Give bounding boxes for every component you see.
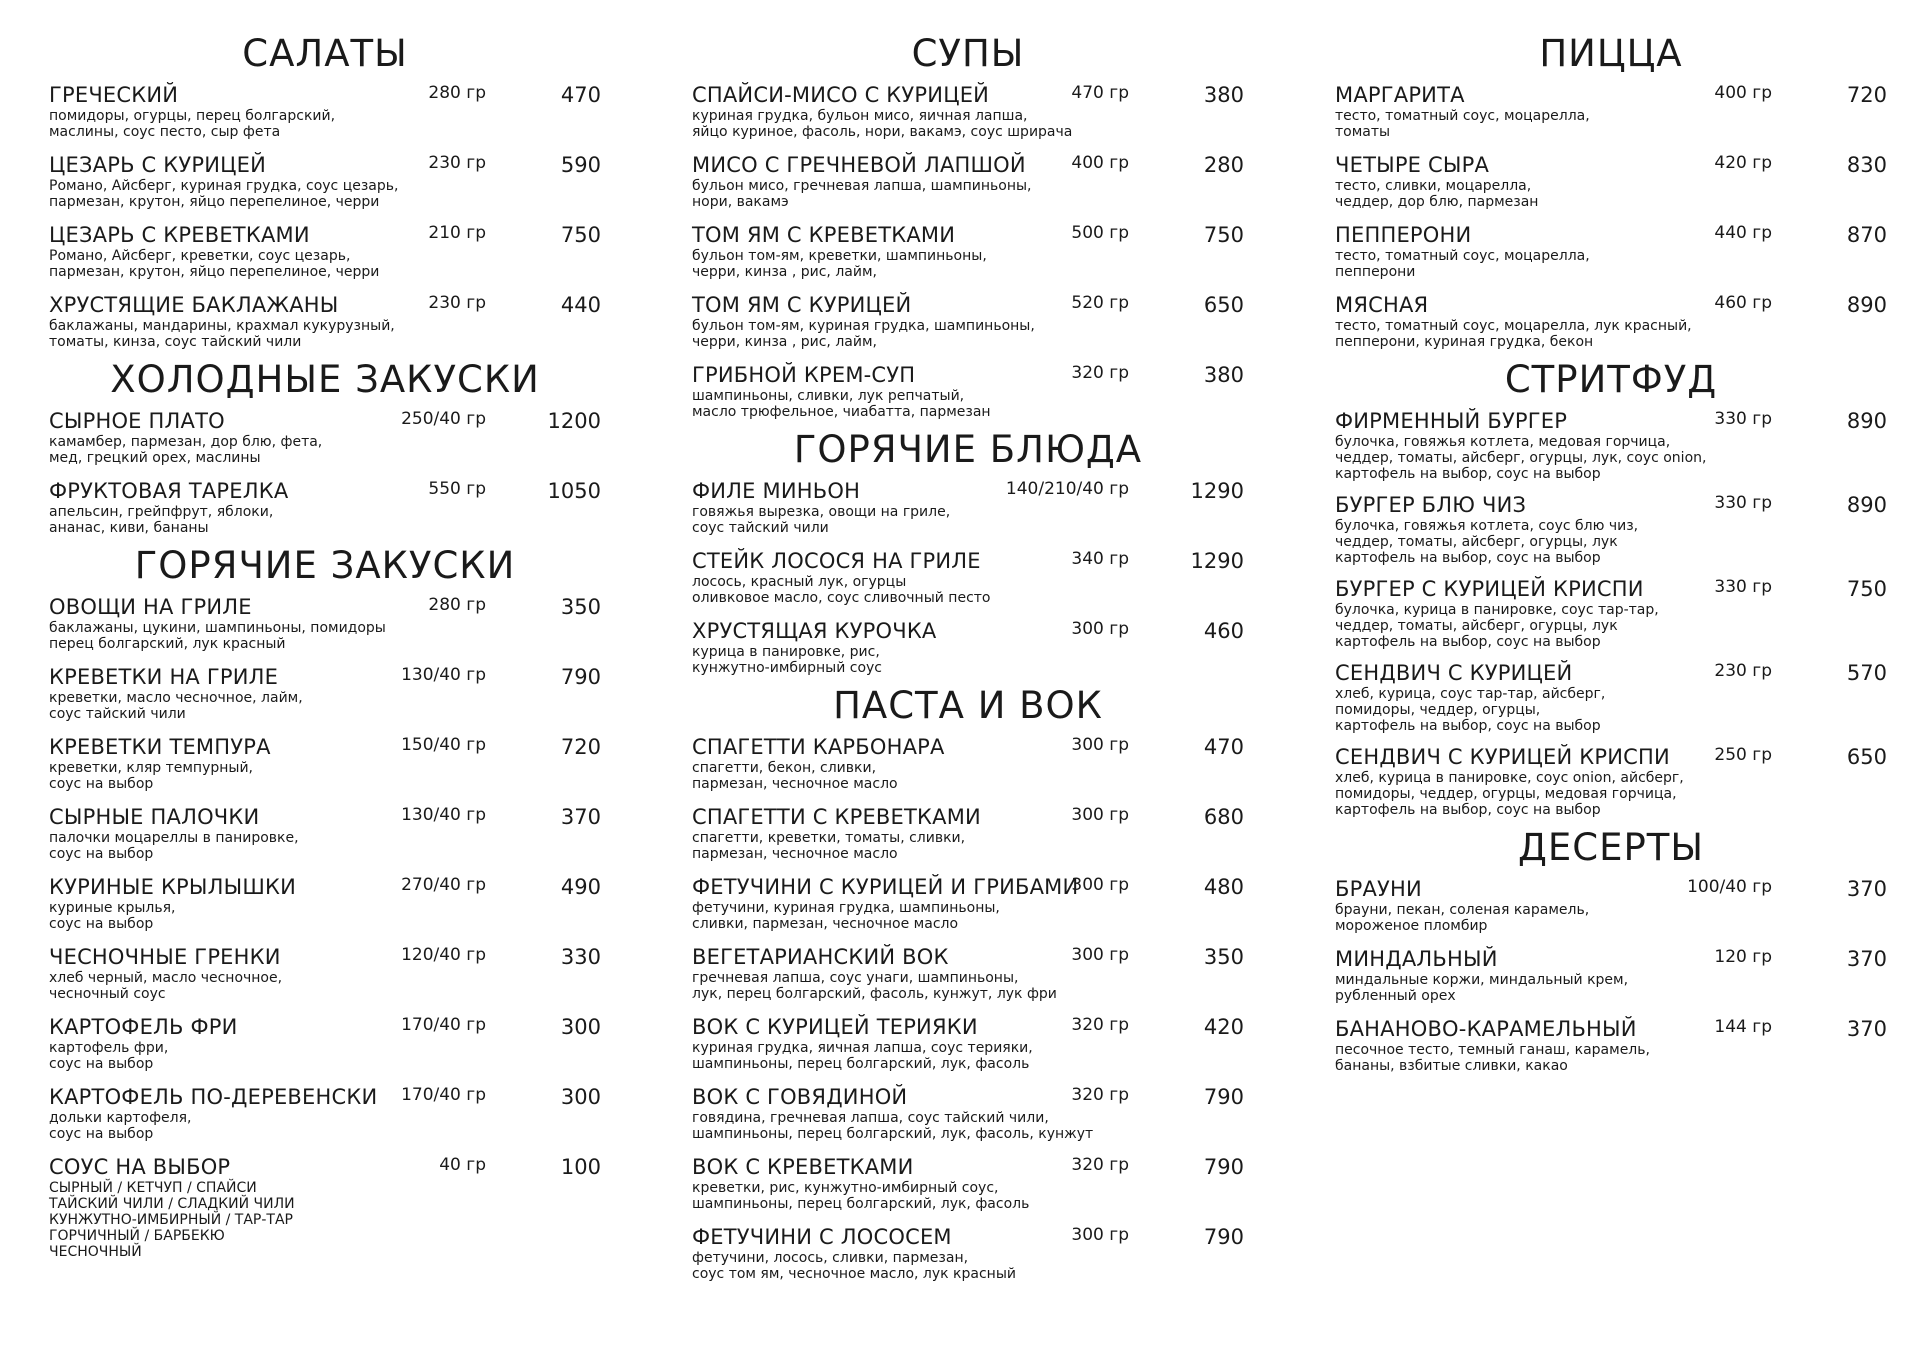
menu-section	[692, 30, 1244, 426]
item-description: брауни, пекан, соленая карамель, мороженое пломбир	[1335, 902, 1590, 934]
menu-item	[692, 734, 1244, 804]
menu-section	[49, 542, 601, 1266]
item-price: 1200	[547, 409, 601, 433]
item-name: ГРИБНОЙ КРЕМ-СУП	[692, 363, 916, 387]
item-header	[1335, 292, 1887, 318]
menu-item	[1335, 1016, 1887, 1080]
item-header	[692, 618, 1244, 644]
menu-item	[692, 874, 1244, 944]
menu-item	[692, 152, 1244, 222]
item-price: 1050	[547, 479, 601, 503]
menu-item	[49, 874, 601, 944]
item-description: спагетти, креветки, томаты, сливки, пармезан, чесночное масло	[692, 830, 966, 862]
item-header	[692, 1014, 1244, 1040]
menu-item	[49, 734, 601, 804]
item-description: фетучини, куриная грудка, шампиньоны, сливки, пармезан, чесночное масло	[692, 900, 1000, 932]
item-name: БАНАНОВО-КАРАМЕЛЬНЫЙ	[1335, 1017, 1637, 1041]
item-weight: 210 гр	[428, 223, 486, 243]
menu-section	[49, 30, 601, 356]
menu-item	[1335, 744, 1887, 824]
item-name: ВЕГЕТАРИАНСКИЙ ВОК	[692, 945, 949, 969]
item-description: хлеб черный, масло чесночное, чесночный соус	[49, 970, 283, 1002]
item-price: 350	[1203, 945, 1244, 969]
item-weight: 170/40 гр	[401, 1015, 486, 1035]
item-description: бульон мисо, гречневая лапша, шампиньоны, нори, вакамэ	[692, 178, 1032, 210]
item-name: КАРТОФЕЛЬ ФРИ	[49, 1015, 238, 1039]
item-header	[49, 1154, 601, 1180]
menu-item	[692, 82, 1244, 152]
item-header	[49, 734, 601, 760]
item-name: СЫРНОЕ ПЛАТО	[49, 409, 225, 433]
menu-item	[1335, 660, 1887, 744]
item-header	[1335, 152, 1887, 178]
item-weight: 420 гр	[1714, 153, 1772, 173]
item-name: БРАУНИ	[1335, 877, 1422, 901]
menu-item	[692, 222, 1244, 292]
item-description: миндальные коржи, миндальный крем, рубленный орех	[1335, 972, 1629, 1004]
item-weight: 230 гр	[428, 293, 486, 313]
menu-item	[1335, 408, 1887, 492]
menu-item	[49, 478, 601, 542]
item-price: 750	[1846, 577, 1887, 601]
item-description: спагетти, бекон, сливки, пармезан, чесночное масло	[692, 760, 898, 792]
item-name: ТОМ ЯМ С КРЕВЕТКАМИ	[692, 223, 956, 247]
section-title: ПИЦЦА	[1539, 32, 1683, 75]
menu-item	[49, 152, 601, 222]
item-price: 720	[560, 735, 601, 759]
menu-item	[1335, 292, 1887, 356]
item-weight: 130/40 гр	[401, 665, 486, 685]
item-price: 300	[560, 1015, 601, 1039]
item-description: тесто, сливки, моцарелла, чеддер, дор блю, пармезан	[1335, 178, 1539, 210]
item-description: Романо, Айсберг, креветки, соус цезарь, пармезан, крутон, яйцо перепелиное, черри	[49, 248, 380, 280]
item-header	[49, 82, 601, 108]
item-description: фетучини, лосось, сливки, пармезан, соус том ям, чесночное масло, лук красный	[692, 1250, 1016, 1282]
item-name: ГРЕЧЕСКИЙ	[49, 83, 179, 107]
menu-item	[692, 478, 1244, 548]
item-name: ПЕППЕРОНИ	[1335, 223, 1472, 247]
item-header	[692, 292, 1244, 318]
item-name: БУРГЕР БЛЮ ЧИЗ	[1335, 493, 1527, 517]
menu-item	[1335, 576, 1887, 660]
item-weight: 230 гр	[428, 153, 486, 173]
menu-item	[692, 548, 1244, 618]
item-header	[49, 222, 601, 248]
item-name: ВОК С КУРИЦЕЙ ТЕРИЯКИ	[692, 1015, 978, 1039]
item-price: 870	[1846, 223, 1887, 247]
item-header	[1335, 1016, 1887, 1042]
item-price: 370	[1846, 1017, 1887, 1041]
item-price: 790	[560, 665, 601, 689]
item-weight: 250 гр	[1714, 745, 1772, 765]
menu-column-3	[1335, 30, 1887, 1080]
item-name: КУРИНЫЕ КРЫЛЫШКИ	[49, 875, 297, 899]
item-description: помидоры, огурцы, перец болгарский, маслины, соус песто, сыр фета	[49, 108, 336, 140]
item-price: 650	[1846, 745, 1887, 769]
item-header	[49, 408, 601, 434]
menu-item	[1335, 82, 1887, 152]
menu-section	[1335, 30, 1887, 356]
item-header	[692, 734, 1244, 760]
menu-item	[1335, 876, 1887, 946]
menu-item	[692, 1014, 1244, 1084]
item-name: СПАГЕТТИ КАРБОНАРА	[692, 735, 945, 759]
item-name: ХРУСТЯЩАЯ КУРОЧКА	[692, 619, 937, 643]
item-name: ТОМ ЯМ С КУРИЦЕЙ	[692, 293, 912, 317]
item-description: говяжья вырезка, овощи на гриле, соус тайский чили	[692, 504, 951, 536]
item-price: 470	[1203, 735, 1244, 759]
item-description: СЫРНЫЙ / КЕТЧУП / СПАЙСИ ТАЙСКИЙ ЧИЛИ / СЛАДКИЙ ЧИЛИ КУНЖУТНО-ИМБИРНЫЙ / ТАР-ТАР ГОРЧИЧНЫЙ / БАРБЕКЮ ЧЕСНОЧНЫЙ	[49, 1180, 295, 1260]
menu-item	[49, 1014, 601, 1084]
item-description: картофель фри, соус на выбор	[49, 1040, 169, 1072]
item-weight: 40 гр	[439, 1155, 486, 1175]
menu-column-1	[49, 30, 601, 1266]
item-description: куриная грудка, бульон мисо, яичная лапша, яйцо куриное, фасоль, нори, вакамэ, соус шрирача	[692, 108, 1073, 140]
item-header	[1335, 408, 1887, 434]
item-weight: 120 гр	[1714, 947, 1772, 967]
item-name: ХРУСТЯЩИЕ БАКЛАЖАНЫ	[49, 293, 339, 317]
item-header	[49, 874, 601, 900]
item-name: КРЕВЕТКИ НА ГРИЛЕ	[49, 665, 279, 689]
item-description: креветки, масло чесночное, лайм, соус тайский чили	[49, 690, 303, 722]
item-header	[692, 548, 1244, 574]
item-description: баклажаны, мандарины, крахмал кукурузный, томаты, кинза, соус тайский чили	[49, 318, 395, 350]
item-price: 100	[560, 1155, 601, 1179]
item-weight: 300 гр	[1071, 945, 1129, 965]
item-header	[692, 1084, 1244, 1110]
menu-item	[692, 1224, 1244, 1288]
item-weight: 300 гр	[1071, 805, 1129, 825]
item-description: креветки, кляр темпурный, соус на выбор	[49, 760, 254, 792]
item-weight: 340 гр	[1071, 549, 1129, 569]
item-price: 890	[1846, 293, 1887, 317]
item-weight: 130/40 гр	[401, 805, 486, 825]
item-header	[49, 594, 601, 620]
item-header	[1335, 492, 1887, 518]
item-description: булочка, курица в панировке, соус тар-тар, чеддер, томаты, айсберг, огурцы, лук картофель на выбор, соус на выбор	[1335, 602, 1659, 650]
item-weight: 320 гр	[1071, 1085, 1129, 1105]
item-name: ЧЕТЫРЕ СЫРА	[1335, 153, 1490, 177]
item-price: 1290	[1190, 479, 1244, 503]
item-weight: 280 гр	[428, 83, 486, 103]
item-header	[692, 1154, 1244, 1180]
menu-item	[692, 292, 1244, 362]
section-title: ГОРЯЧИЕ ЗАКУСКИ	[134, 544, 516, 587]
item-price: 380	[1203, 363, 1244, 387]
item-name: СПАЙСИ-МИСО С КУРИЦЕЙ	[692, 83, 990, 107]
menu-item	[692, 944, 1244, 1014]
item-description: куриная грудка, яичная лапша, соус терияки, шампиньоны, перец болгарский, лук, фасоль	[692, 1040, 1033, 1072]
item-description: говядина, гречневая лапша, соус тайский чили, шампиньоны, перец болгарский, лук, фасоль, кунжут	[692, 1110, 1094, 1142]
item-weight: 550 гр	[428, 479, 486, 499]
item-name: ВОК С ГОВЯДИНОЙ	[692, 1085, 908, 1109]
item-weight: 470 гр	[1071, 83, 1129, 103]
item-description: булочка, говяжья котлета, медовая горчица, чеддер, томаты, айсберг, огурцы, лук, соус onion, картофель на выбор, соус на выбор	[1335, 434, 1707, 482]
item-header	[692, 804, 1244, 830]
item-description: дольки картофеля, соус на выбор	[49, 1110, 192, 1142]
section-title: ДЕСЕРТЫ	[1517, 826, 1705, 869]
menu-section	[692, 426, 1244, 682]
item-price: 1290	[1190, 549, 1244, 573]
item-weight: 400 гр	[1071, 153, 1129, 173]
item-header	[1335, 876, 1887, 902]
item-name: СЕНДВИЧ С КУРИЦЕЙ КРИСПИ	[1335, 745, 1670, 769]
item-header	[692, 222, 1244, 248]
item-weight: 330 гр	[1714, 493, 1772, 513]
item-header	[1335, 660, 1887, 686]
item-weight: 230 гр	[1714, 661, 1772, 681]
item-weight: 520 гр	[1071, 293, 1129, 313]
item-price: 380	[1203, 83, 1244, 107]
item-name: ОВОЩИ НА ГРИЛЕ	[49, 595, 252, 619]
menu-item	[49, 664, 601, 734]
item-price: 350	[560, 595, 601, 619]
section-title: САЛАТЫ	[242, 32, 408, 75]
item-price: 370	[560, 805, 601, 829]
menu-item	[49, 944, 601, 1014]
item-header	[692, 874, 1244, 900]
item-price: 650	[1203, 293, 1244, 317]
item-name: МАРГАРИТА	[1335, 83, 1465, 107]
section-title: СУПЫ	[911, 32, 1025, 75]
item-price: 570	[1846, 661, 1887, 685]
item-description: креветки, рис, кунжутно-имбирный соус, шампиньоны, перец болгарский, лук, фасоль	[692, 1180, 1030, 1212]
item-weight: 320 гр	[1071, 1015, 1129, 1035]
item-price: 420	[1203, 1015, 1244, 1039]
menu-item	[49, 594, 601, 664]
menu-section	[692, 682, 1244, 1288]
item-description: Романо, Айсберг, куриная грудка, соус цезарь, пармезан, крутон, яйцо перепелиное, черри	[49, 178, 399, 210]
item-name: МИСО С ГРЕЧНЕВОЙ ЛАПШОЙ	[692, 153, 1026, 177]
item-weight: 270/40 гр	[401, 875, 486, 895]
item-header	[1335, 576, 1887, 602]
item-header	[49, 1084, 601, 1110]
item-price: 490	[560, 875, 601, 899]
item-description: хлеб, курица в панировке, соус onion, айсберг, помидоры, чеддер, огурцы, медовая горчица, картофель на выбор, соус на выбор	[1335, 770, 1684, 818]
menu-item	[49, 222, 601, 292]
item-weight: 300 гр	[1071, 619, 1129, 639]
item-description: палочки моцареллы в панировке, соус на выбор	[49, 830, 299, 862]
menu-item	[49, 1084, 601, 1154]
item-weight: 320 гр	[1071, 363, 1129, 383]
item-description: бульон том-ям, креветки, шампиньоны, черри, кинза , рис, лайм,	[692, 248, 987, 280]
item-price: 790	[1203, 1085, 1244, 1109]
item-price: 680	[1203, 805, 1244, 829]
item-weight: 100/40 гр	[1687, 877, 1772, 897]
section-title: СТРИТФУД	[1504, 358, 1718, 401]
item-header	[692, 478, 1244, 504]
section-title: ПАСТА И ВОК	[833, 684, 1103, 727]
item-name: МИНДАЛЬНЫЙ	[1335, 947, 1498, 971]
section-title: ХОЛОДНЫЕ ЗАКУСКИ	[110, 358, 540, 401]
item-header	[1335, 82, 1887, 108]
item-description: курица в панировке, рис, кунжутно-имбирный соус	[692, 644, 882, 676]
item-name: КАРТОФЕЛЬ ПО-ДЕРЕВЕНСКИ	[49, 1085, 378, 1109]
menu-item	[1335, 152, 1887, 222]
menu-item	[692, 618, 1244, 682]
item-weight: 280 гр	[428, 595, 486, 615]
item-header	[692, 82, 1244, 108]
item-header	[692, 152, 1244, 178]
item-description: камамбер, пармезан, дор блю, фета, мед, грецкий орех, маслины	[49, 434, 323, 466]
item-description: тесто, томатный соус, моцарелла, пепперони	[1335, 248, 1590, 280]
menu-item	[692, 804, 1244, 874]
item-price: 590	[560, 153, 601, 177]
item-name: КРЕВЕТКИ ТЕМПУРА	[49, 735, 271, 759]
item-description: хлеб, курица, соус тар-тар, айсберг, помидоры, чеддер, огурцы, картофель на выбор, соус на выбор	[1335, 686, 1606, 734]
item-price: 370	[1846, 877, 1887, 901]
item-name: ФРУКТОВАЯ ТАРЕЛКА	[49, 479, 289, 503]
item-description: гречневая лапша, соус унаги, шампиньоны, лук, перец болгарский, фасоль, кунжут, лук фри	[692, 970, 1057, 1002]
item-price: 790	[1203, 1225, 1244, 1249]
item-weight: 320 гр	[1071, 1155, 1129, 1175]
menu-column-2	[692, 30, 1244, 1288]
menu-item	[49, 408, 601, 478]
item-price: 370	[1846, 947, 1887, 971]
item-price: 330	[560, 945, 601, 969]
item-price: 470	[560, 83, 601, 107]
item-price: 790	[1203, 1155, 1244, 1179]
menu-item	[49, 1154, 601, 1266]
item-description: куриные крылья, соус на выбор	[49, 900, 176, 932]
item-description: шампиньоны, сливки, лук репчатый, масло трюфельное, чиабатта, пармезан	[692, 388, 991, 420]
item-description: тесто, томатный соус, моцарелла, лук красный, пепперони, куриная грудка, бекон	[1335, 318, 1692, 350]
menu-item	[49, 292, 601, 356]
item-name: СТЕЙК ЛОСОСЯ НА ГРИЛЕ	[692, 549, 981, 573]
item-weight: 500 гр	[1071, 223, 1129, 243]
section-title: ГОРЯЧИЕ БЛЮДА	[793, 428, 1143, 471]
item-weight: 300 гр	[1071, 735, 1129, 755]
menu-section	[1335, 356, 1887, 824]
item-name: БУРГЕР С КУРИЦЕЙ КРИСПИ	[1335, 577, 1644, 601]
item-header	[692, 944, 1244, 970]
item-name: СПАГЕТТИ С КРЕВЕТКАМИ	[692, 805, 981, 829]
item-price: 890	[1846, 409, 1887, 433]
item-weight: 330 гр	[1714, 409, 1772, 429]
item-weight: 440 гр	[1714, 223, 1772, 243]
item-header	[49, 944, 601, 970]
item-weight: 170/40 гр	[401, 1085, 486, 1105]
item-price: 460	[1203, 619, 1244, 643]
menu-item	[692, 1154, 1244, 1224]
item-header	[49, 152, 601, 178]
menu-item	[49, 804, 601, 874]
item-description: тесто, томатный соус, моцарелла, томаты	[1335, 108, 1590, 140]
item-description: баклажаны, цукини, шампиньоны, помидоры перец болгарский, лук красный	[49, 620, 386, 652]
menu-item	[1335, 492, 1887, 576]
item-header	[1335, 222, 1887, 248]
menu-item	[49, 82, 601, 152]
menu-item	[692, 362, 1244, 426]
item-name: ВОК С КРЕВЕТКАМИ	[692, 1155, 914, 1179]
item-weight: 120/40 гр	[401, 945, 486, 965]
item-header	[49, 292, 601, 318]
menu-item	[1335, 222, 1887, 292]
item-weight: 460 гр	[1714, 293, 1772, 313]
item-description: булочка, говяжья котлета, соус блю чиз, чеддер, томаты, айсберг, огурцы, лук картофель на выбор, соус на выбор	[1335, 518, 1639, 566]
item-price: 830	[1846, 153, 1887, 177]
item-header	[1335, 744, 1887, 770]
menu-item	[692, 1084, 1244, 1154]
item-name: ФИЛЕ МИНЬОН	[692, 479, 861, 503]
item-name: СЕНДВИЧ С КУРИЦЕЙ	[1335, 661, 1573, 685]
item-name: ФИРМЕННЫЙ БУРГЕР	[1335, 409, 1568, 433]
item-price: 720	[1846, 83, 1887, 107]
item-price: 750	[1203, 223, 1244, 247]
item-description: песочное тесто, темный ганаш, карамель, бананы, взбитые сливки, какао	[1335, 1042, 1650, 1074]
item-weight: 400 гр	[1714, 83, 1772, 103]
item-price: 300	[560, 1085, 601, 1109]
item-weight: 150/40 гр	[401, 735, 486, 755]
item-name: ЧЕСНОЧНЫЕ ГРЕНКИ	[49, 945, 281, 969]
item-name: СЫРНЫЕ ПАЛОЧКИ	[49, 805, 260, 829]
item-header	[1335, 946, 1887, 972]
item-header	[49, 478, 601, 504]
item-header	[49, 804, 601, 830]
item-name: ФЕТУЧИНИ С КУРИЦЕЙ И ГРИБАМИ	[692, 875, 1079, 899]
menu-section	[49, 356, 601, 542]
item-name: ФЕТУЧИНИ С ЛОСОСЕМ	[692, 1225, 952, 1249]
item-name: ЦЕЗАРЬ С КРЕВЕТКАМИ	[49, 223, 310, 247]
item-weight: 250/40 гр	[401, 409, 486, 429]
item-weight: 144 гр	[1714, 1017, 1772, 1037]
item-weight: 300 гр	[1071, 875, 1129, 895]
menu-section	[1335, 824, 1887, 1080]
item-price: 480	[1203, 875, 1244, 899]
item-header	[692, 1224, 1244, 1250]
item-weight: 330 гр	[1714, 577, 1772, 597]
item-header	[49, 1014, 601, 1040]
item-header	[692, 362, 1244, 388]
menu-item	[1335, 946, 1887, 1016]
item-description: бульон том-ям, куриная грудка, шампиньоны, черри, кинза , рис, лайм,	[692, 318, 1035, 350]
item-description: апельсин, грейпфрут, яблоки, ананас, киви, бананы	[49, 504, 274, 536]
item-name: ЦЕЗАРЬ С КУРИЦЕЙ	[49, 153, 267, 177]
item-description: лосось, красный лук, огурцы оливковое масло, соус сливочный песто	[692, 574, 991, 606]
item-weight: 140/210/40 гр	[1005, 479, 1129, 499]
item-price: 750	[560, 223, 601, 247]
item-name: СОУС НА ВЫБОР	[49, 1155, 231, 1179]
item-header	[49, 664, 601, 690]
item-price: 440	[560, 293, 601, 317]
item-price: 280	[1203, 153, 1244, 177]
item-name: МЯСНАЯ	[1335, 293, 1429, 317]
item-price: 890	[1846, 493, 1887, 517]
item-weight: 300 гр	[1071, 1225, 1129, 1245]
